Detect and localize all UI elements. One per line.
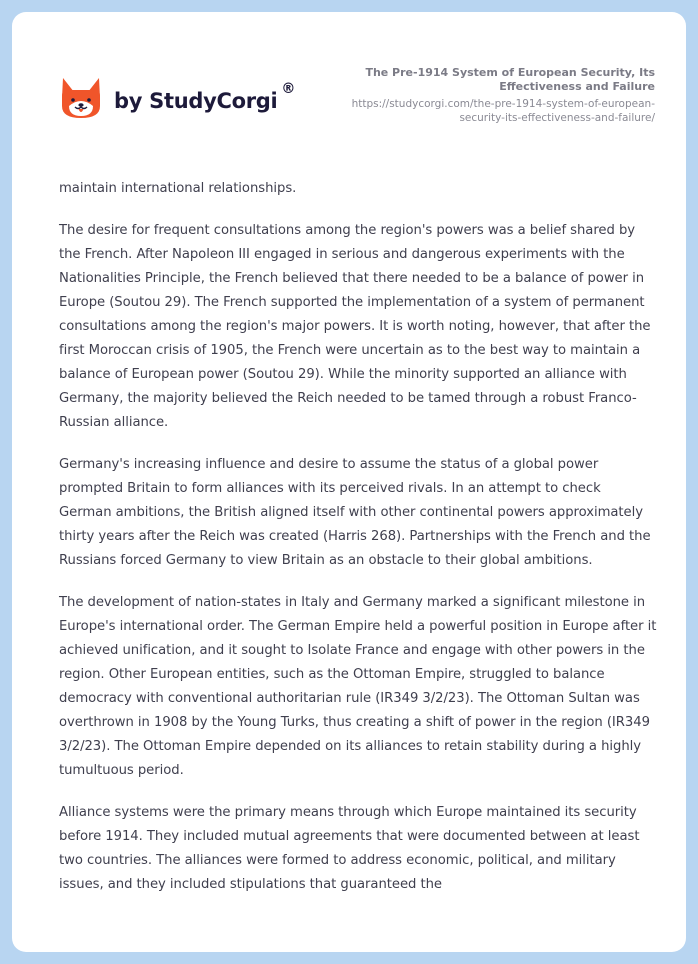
document-meta (315, 66, 655, 125)
document-url[interactable]: https://studycorgi.com/the-pre-1914-system-of-european-security-its-effectiveness-and-failure/ (351, 98, 655, 124)
document-body (59, 177, 657, 915)
document-card (12, 12, 686, 952)
paragraph: The desire for frequent consultations among the region's powers was a belief shared by the French. After Napoleon III engaged in serious and dangerous experiments with the Nationalities Principle, the French believed that there needed to be a balance of power in Europe (Soutou 29). The French supported the implementation of a system of permanent consultations among the region's major powers. It is worth noting, however, that after the first Moroccan crisis of 1905, the French were uncertain as to the best way to maintain a balance of European power (Soutou 29). While the minority supported an alliance with Germany, the majority believed the Reich needed to be tamed through a robust Franco-Russian alliance. (59, 223, 651, 430)
paragraph: Germany's increasing influence and desire to assume the status of a global power prompted Britain to form alliances with its perceived rivals. In an attempt to check German ambitions, the British aligned itself with other continental powers approximately thirty years after the Reich was created (Harris 268). Partnerships with the French and the Russians forced Germany to view Britain as an obstacle to their global ambitions. (59, 457, 651, 568)
document-title: The Pre-1914 System of European Security, Its Effectiveness and Failure (365, 66, 655, 93)
brand-name: by StudyCorgi (114, 89, 278, 113)
page-header (12, 12, 686, 162)
studycorgi-logo[interactable] (60, 76, 295, 120)
corgi-icon (60, 76, 102, 120)
paragraph: maintain international relationships. (59, 181, 297, 196)
registered-mark: ® (281, 81, 296, 97)
paragraph: Alliance systems were the primary means through which Europe maintained its security before 1914. They included mutual agreements that were documented between at least two countries. The alliances were formed to address economic, political, and military issues, and they included stipulations that guaranteed the (59, 805, 640, 892)
paragraph: The development of nation-states in Italy and Germany marked a significant milestone in Europe's international order. The German Empire held a powerful position in Europe after it achieved unification, and it sought to Isolate France and engage with other powers in the region. Other European entities, such as the Ottoman Empire, struggled to balance democracy with conventional authoritarian rule (IR349 3/2/23). The Ottoman Sultan was overthrown in 1908 by the Young Turks, thus creating a shift of power in the region (IR349 3/2/23). The Ottoman Empire depended on its alliances to retain stability during a highly tumultuous period. (59, 595, 657, 778)
